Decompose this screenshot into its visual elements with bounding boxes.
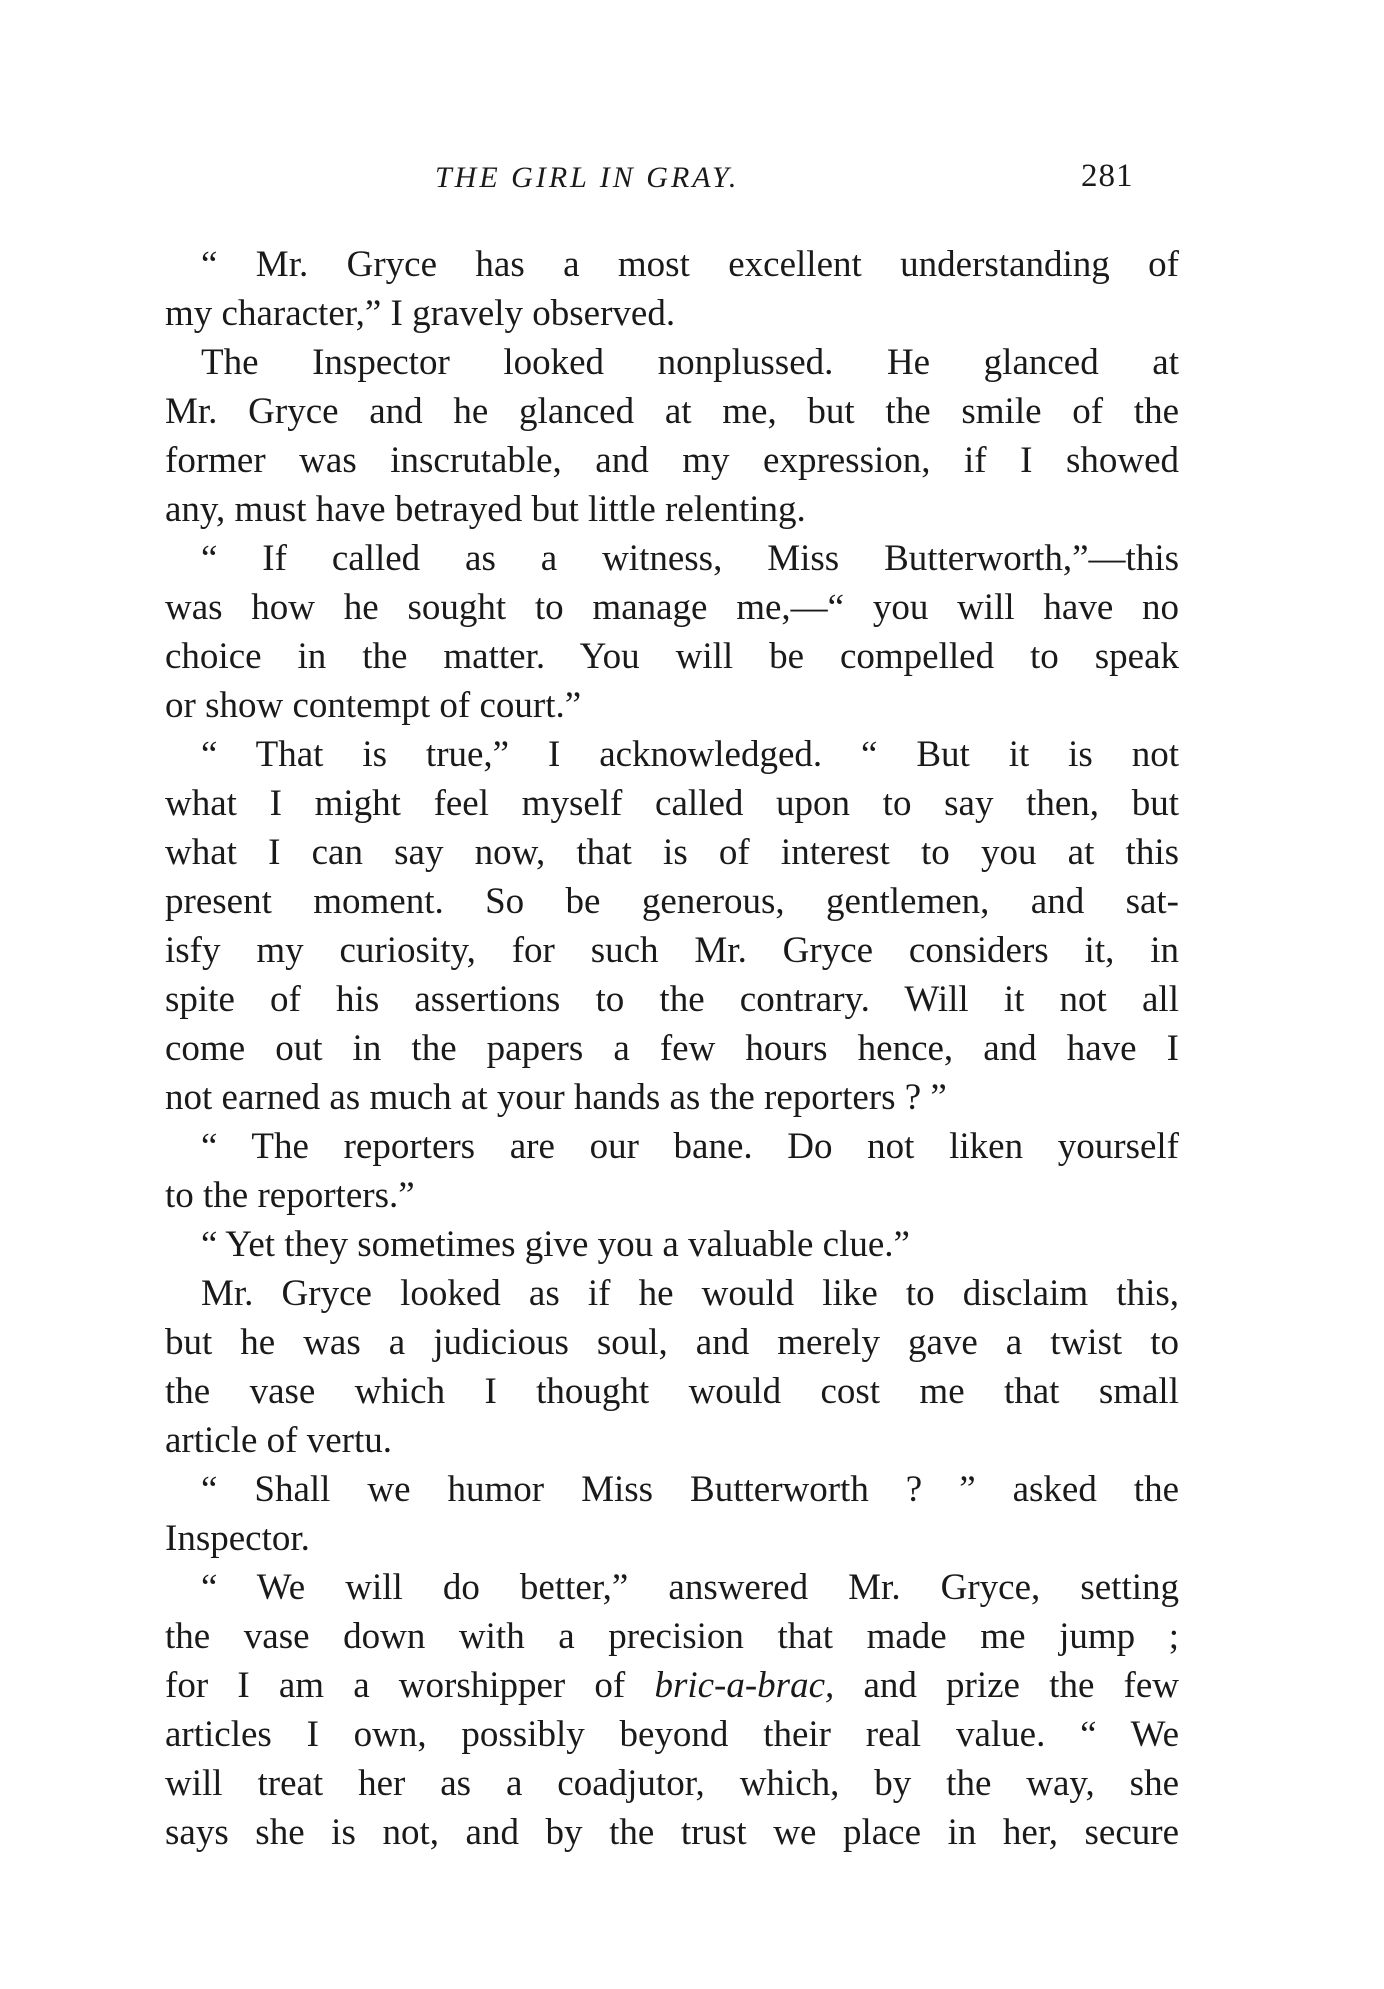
- text-line: articles I own, possibly beyond their real value. “ We: [165, 1714, 1179, 1755]
- italic-phrase: bric-a-brac,: [654, 1665, 835, 1706]
- text-line: Mr. Gryce looked as if he would like to disclaim this,: [201, 1273, 1179, 1314]
- text-line: “ We will do better,” answered Mr. Gryce, setting: [201, 1567, 1179, 1608]
- text-line: what I can say now, that is of interest to you at this: [165, 832, 1179, 873]
- text-line: “ That is true,” I acknowledged. “ But it is not: [201, 734, 1179, 775]
- running-head: THE GIRL IN GRAY.: [435, 161, 740, 194]
- text-line: the vase down with a precision that made me jump ;: [165, 1616, 1179, 1657]
- text-line: former was inscrutable, and my expression, if I showed: [165, 440, 1179, 481]
- text-line: “ Yet they sometimes give you a valuable clue.”: [201, 1224, 910, 1265]
- text-line: come out in the papers a few hours hence, and have I: [165, 1028, 1179, 1069]
- text-line: present moment. So be generous, gentlemen, and sat-: [165, 881, 1179, 922]
- text-line: to the reporters.”: [165, 1175, 415, 1216]
- text-line: will treat her as a coadjutor, which, by the way, she: [165, 1763, 1179, 1804]
- text-line: the vase which I thought would cost me that small: [165, 1371, 1179, 1412]
- text-line: was how he sought to manage me,—“ you will have no: [165, 587, 1179, 628]
- text-segment: and prize the few: [834, 1665, 1179, 1706]
- text-line: choice in the matter. You will be compelled to speak: [165, 636, 1179, 677]
- text-line: any, must have betrayed but little relenting.: [165, 489, 806, 530]
- text-line-with-italic: [165, 1661, 1179, 1710]
- text-line: “ If called as a witness, Miss Butterworth,”—this: [201, 538, 1179, 579]
- text-segment: for I am a worshipper of: [165, 1665, 655, 1706]
- text-line: or show contempt of court.”: [165, 685, 582, 726]
- text-line: my character,” I gravely observed.: [165, 293, 676, 334]
- text-line: “ Shall we humor Miss Butterworth ? ” asked the: [201, 1469, 1179, 1510]
- text-line: Inspector.: [165, 1518, 310, 1559]
- text-line: “ The reporters are our bane. Do not liken yourself: [201, 1126, 1179, 1167]
- text-line: article of vertu.: [165, 1420, 393, 1461]
- text-line: what I might feel myself called upon to say then, but: [165, 783, 1179, 824]
- body-text: [165, 240, 1179, 1857]
- text-line: Mr. Gryce and he glanced at me, but the smile of the: [165, 391, 1179, 432]
- text-line: “ Mr. Gryce has a most excellent understanding of: [201, 244, 1179, 285]
- text-line: isfy my curiosity, for such Mr. Gryce considers it, in: [165, 930, 1179, 971]
- text-line: The Inspector looked nonplussed. He glanced at: [201, 342, 1179, 383]
- text-line: spite of his assertions to the contrary. Will it not all: [165, 979, 1179, 1020]
- text-line: says she is not, and by the trust we place in her, secure: [165, 1812, 1179, 1853]
- text-line: but he was a judicious soul, and merely gave a twist to: [165, 1322, 1179, 1363]
- text-line: not earned as much at your hands as the reporters ? ”: [165, 1077, 947, 1118]
- page-number: 281: [1081, 158, 1134, 194]
